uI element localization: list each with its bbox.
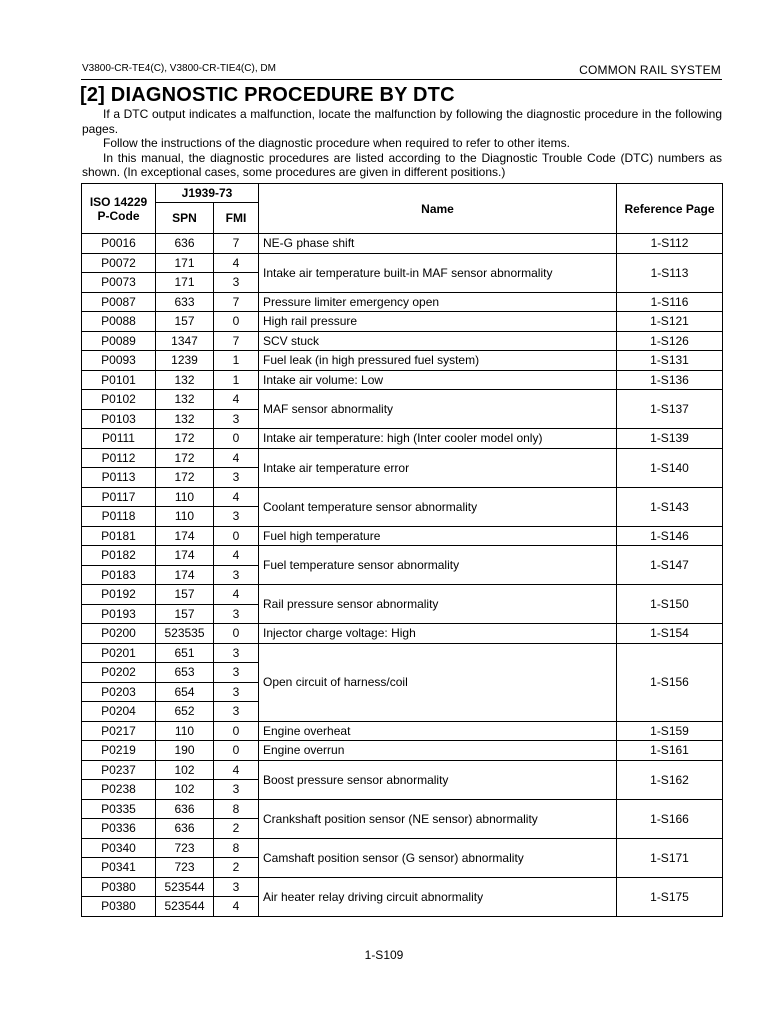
fmi-cell: 3 [214,877,259,897]
table-row [82,585,723,605]
pcode-cell: P0183 [82,565,156,585]
fault-name-cell: Intake air temperature: high (Inter cooler model only) [259,429,617,449]
header-reference-page: Reference Page [617,184,723,234]
spn-cell: 653 [156,663,214,683]
table-row [82,721,723,741]
pcode-cell: P0192 [82,585,156,605]
reference-page-cell: 1-S146 [617,526,723,546]
pcode-cell: P0200 [82,624,156,644]
fault-name-cell: Pressure limiter emergency open [259,292,617,312]
pcode-cell: P0237 [82,760,156,780]
fmi-cell: 4 [214,897,259,917]
reference-page-cell: 1-S150 [617,585,723,624]
fault-name-cell: Air heater relay driving circuit abnormality [259,877,617,916]
fmi-cell: 4 [214,487,259,507]
fmi-cell: 3 [214,409,259,429]
reference-page-cell: 1-S121 [617,312,723,332]
header-name: Name [259,184,617,234]
fmi-cell: 0 [214,312,259,332]
fmi-cell: 8 [214,799,259,819]
spn-cell: 172 [156,468,214,488]
table-row [82,390,723,410]
pcode-cell: P0089 [82,331,156,351]
table-row [82,760,723,780]
fmi-cell: 0 [214,741,259,761]
fmi-cell: 4 [214,585,259,605]
fmi-cell: 3 [214,682,259,702]
reference-page-cell: 1-S113 [617,253,723,292]
pcode-cell: P0087 [82,292,156,312]
spn-cell: 132 [156,370,214,390]
table-row [82,292,723,312]
intro-paragraph-1: If a DTC output indicates a malfunction, locate the malfunction by following the diagnostic procedure in the following pages. [82,107,722,136]
pcode-cell: P0118 [82,507,156,527]
reference-page-cell: 1-S162 [617,760,723,799]
pcode-cell: P0203 [82,682,156,702]
pcode-cell: P0093 [82,351,156,371]
reference-page-cell: 1-S112 [617,234,723,254]
table-row [82,643,723,663]
spn-cell: 1347 [156,331,214,351]
fault-name-cell: Open circuit of harness/coil [259,643,617,721]
table-row [82,429,723,449]
spn-cell: 633 [156,292,214,312]
table-row [82,234,723,254]
reference-page-cell: 1-S137 [617,390,723,429]
table-row [82,799,723,819]
pcode-cell: P0238 [82,780,156,800]
fault-name-cell: High rail pressure [259,312,617,332]
table-row [82,253,723,273]
fmi-cell: 7 [214,331,259,351]
spn-cell: 723 [156,838,214,858]
spn-cell: 523535 [156,624,214,644]
table-row [82,526,723,546]
fault-name-cell: SCV stuck [259,331,617,351]
spn-cell: 523544 [156,897,214,917]
table-row [82,838,723,858]
table-row [82,312,723,332]
fault-name-cell: Boost pressure sensor abnormality [259,760,617,799]
fault-name-cell: NE-G phase shift [259,234,617,254]
pcode-cell: P0201 [82,643,156,663]
spn-cell: 171 [156,273,214,293]
fault-name-cell: Fuel temperature sensor abnormality [259,546,617,585]
spn-cell: 636 [156,819,214,839]
table-row [82,624,723,644]
header-fmi: FMI [214,203,259,234]
pcode-cell: P0103 [82,409,156,429]
pcode-cell: P0073 [82,273,156,293]
spn-cell: 172 [156,448,214,468]
pcode-cell: P0113 [82,468,156,488]
spn-cell: 132 [156,409,214,429]
header-j1939: J1939-73 [156,184,259,203]
fmi-cell: 1 [214,370,259,390]
table-row [82,877,723,897]
pcode-cell: P0380 [82,877,156,897]
fmi-cell: 7 [214,234,259,254]
spn-cell: 1239 [156,351,214,371]
pcode-cell: P0335 [82,799,156,819]
spn-cell: 723 [156,858,214,878]
fmi-cell: 4 [214,760,259,780]
fault-name-cell: Coolant temperature sensor abnormality [259,487,617,526]
pcode-cell: P0102 [82,390,156,410]
spn-cell: 171 [156,253,214,273]
pcode-cell: P0193 [82,604,156,624]
fault-name-cell: Engine overrun [259,741,617,761]
fmi-cell: 4 [214,253,259,273]
fmi-cell: 4 [214,448,259,468]
fault-name-cell: Injector charge voltage: High [259,624,617,644]
spn-cell: 110 [156,487,214,507]
table-row [82,546,723,566]
header-iso-pcode: ISO 14229 P-Code [82,184,156,234]
spn-cell: 102 [156,760,214,780]
fmi-cell: 4 [214,390,259,410]
fault-name-cell: MAF sensor abnormality [259,390,617,429]
header-section-title: COMMON RAIL SYSTEM [579,63,721,77]
fmi-cell: 3 [214,273,259,293]
fmi-cell: 3 [214,643,259,663]
table-row [82,487,723,507]
header-model-list: V3800-CR-TE4(C), V3800-CR-TIE4(C), DM [82,63,276,74]
intro-paragraph-2: Follow the instructions of the diagnostic procedure when required to refer to other items. [103,136,570,150]
fault-name-cell: Rail pressure sensor abnormality [259,585,617,624]
pcode-cell: P0088 [82,312,156,332]
page-number: 1-S109 [364,948,404,962]
reference-page-cell: 1-S154 [617,624,723,644]
header-divider [81,79,722,80]
pcode-cell: P0111 [82,429,156,449]
pcode-cell: P0219 [82,741,156,761]
fmi-cell: 3 [214,565,259,585]
table-row [82,448,723,468]
spn-cell: 652 [156,702,214,722]
fault-name-cell: Fuel high temperature [259,526,617,546]
fmi-cell: 3 [214,604,259,624]
reference-page-cell: 1-S161 [617,741,723,761]
table-row [82,741,723,761]
header-spn: SPN [156,203,214,234]
fmi-cell: 0 [214,721,259,741]
fault-name-cell: Fuel leak (in high pressured fuel system) [259,351,617,371]
fault-name-cell: Engine overheat [259,721,617,741]
spn-cell: 651 [156,643,214,663]
spn-cell: 190 [156,741,214,761]
pcode-cell: P0202 [82,663,156,683]
pcode-cell: P0204 [82,702,156,722]
pcode-cell: P0336 [82,819,156,839]
table-row [82,351,723,371]
spn-cell: 174 [156,526,214,546]
reference-page-cell: 1-S171 [617,838,723,877]
reference-page-cell: 1-S175 [617,877,723,916]
reference-page-cell: 1-S140 [617,448,723,487]
fmi-cell: 4 [214,546,259,566]
reference-page-cell: 1-S166 [617,799,723,838]
fmi-cell: 3 [214,468,259,488]
reference-page-cell: 1-S126 [617,331,723,351]
pcode-cell: P0340 [82,838,156,858]
fmi-cell: 7 [214,292,259,312]
pcode-cell: P0117 [82,487,156,507]
spn-cell: 174 [156,565,214,585]
pcode-cell: P0016 [82,234,156,254]
fault-name-cell: Intake air volume: Low [259,370,617,390]
pcode-cell: P0101 [82,370,156,390]
spn-cell: 174 [156,546,214,566]
spn-cell: 157 [156,604,214,624]
fmi-cell: 3 [214,507,259,527]
table-row [82,370,723,390]
pcode-cell: P0181 [82,526,156,546]
fmi-cell: 0 [214,624,259,644]
fmi-cell: 8 [214,838,259,858]
fmi-cell: 3 [214,780,259,800]
fmi-cell: 0 [214,429,259,449]
reference-page-cell: 1-S116 [617,292,723,312]
spn-cell: 172 [156,429,214,449]
fmi-cell: 2 [214,819,259,839]
intro-paragraph-3: In this manual, the diagnostic procedures are listed according to the Diagnostic Trouble Code (DTC) numbers as shown. (In exceptional cases, some procedures are given in different positions.) [82,150,722,179]
fmi-cell: 1 [214,351,259,371]
fmi-cell: 3 [214,663,259,683]
fault-name-cell: Intake air temperature error [259,448,617,487]
fmi-cell: 0 [214,526,259,546]
reference-page-cell: 1-S147 [617,546,723,585]
spn-cell: 132 [156,390,214,410]
spn-cell: 102 [156,780,214,800]
pcode-cell: P0341 [82,858,156,878]
pcode-cell: P0380 [82,897,156,917]
reference-page-cell: 1-S136 [617,370,723,390]
reference-page-cell: 1-S139 [617,429,723,449]
page-title: [2] DIAGNOSTIC PROCEDURE BY DTC [80,84,455,106]
pcode-cell: P0072 [82,253,156,273]
intro-text [82,107,722,180]
reference-page-cell: 1-S143 [617,487,723,526]
fault-name-cell: Intake air temperature built-in MAF sensor abnormality [259,253,617,292]
dtc-table-body [82,234,723,917]
spn-cell: 157 [156,585,214,605]
pcode-cell: P0217 [82,721,156,741]
pcode-cell: P0182 [82,546,156,566]
pcode-cell: P0112 [82,448,156,468]
fmi-cell: 2 [214,858,259,878]
spn-cell: 654 [156,682,214,702]
table-row [82,331,723,351]
fmi-cell: 3 [214,702,259,722]
reference-page-cell: 1-S131 [617,351,723,371]
spn-cell: 636 [156,234,214,254]
reference-page-cell: 1-S159 [617,721,723,741]
spn-cell: 636 [156,799,214,819]
fault-name-cell: Camshaft position sensor (G sensor) abnormality [259,838,617,877]
reference-page-cell: 1-S156 [617,643,723,721]
spn-cell: 110 [156,507,214,527]
spn-cell: 157 [156,312,214,332]
fault-name-cell: Crankshaft position sensor (NE sensor) abnormality [259,799,617,838]
spn-cell: 523544 [156,877,214,897]
dtc-table [81,183,723,917]
spn-cell: 110 [156,721,214,741]
